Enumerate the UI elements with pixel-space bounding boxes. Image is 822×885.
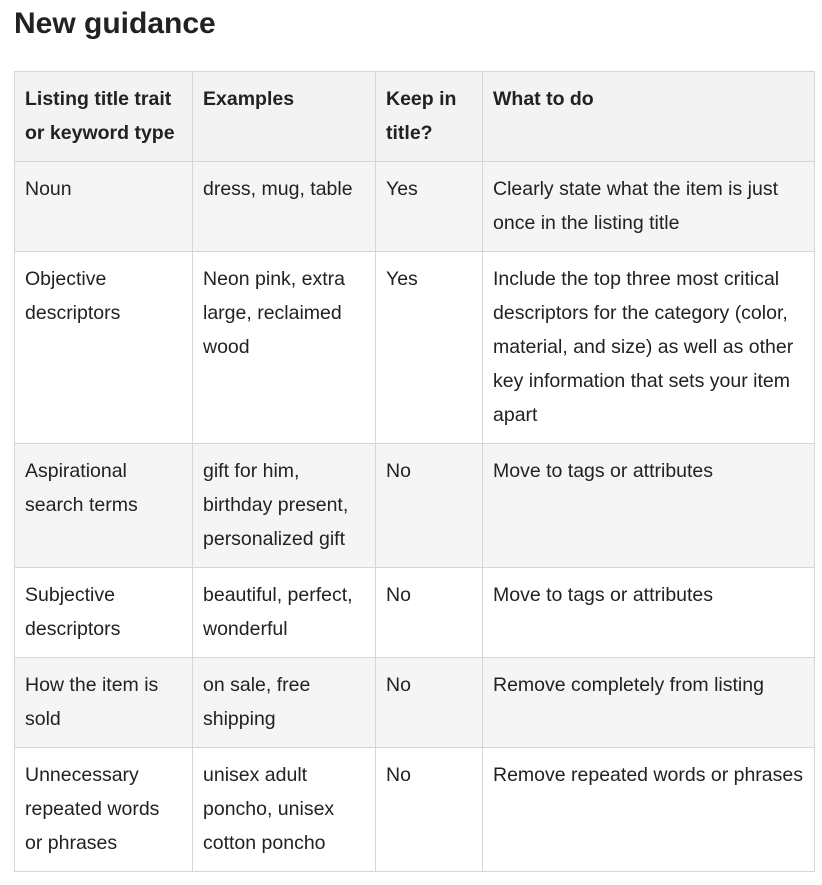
cell-keep: Yes [376,162,483,252]
table-row [15,748,815,872]
table-row [15,568,815,658]
header-examples: Examples [193,72,376,162]
cell-action: Clearly state what the item is just once in the listing title [483,162,815,252]
cell-examples: dress, mug, table [193,162,376,252]
table-row [15,162,815,252]
guidance-table [14,71,815,872]
cell-action: Include the top three most critical descriptors for the category (color, material, and size) as well as other key information that sets your item apart [483,252,815,444]
cell-examples: beautiful, perfect, wonderful [193,568,376,658]
cell-examples: unisex adult poncho, unisex cotton poncho [193,748,376,872]
cell-keep: No [376,658,483,748]
cell-examples: gift for him, birthday present, personalized gift [193,444,376,568]
table-row [15,658,815,748]
cell-keep: No [376,748,483,872]
cell-trait: Unnecessary repeated words or phrases [15,748,193,872]
cell-action: Move to tags or attributes [483,444,815,568]
cell-trait: How the item is sold [15,658,193,748]
header-trait: Listing title trait or keyword type [15,72,193,162]
page-title: New guidance [14,7,216,40]
cell-action: Move to tags or attributes [483,568,815,658]
header-keep-in-title: Keep in title? [376,72,483,162]
cell-examples: on sale, free shipping [193,658,376,748]
header-what-to-do: What to do [483,72,815,162]
cell-trait: Aspirational search terms [15,444,193,568]
table-row [15,444,815,568]
cell-trait: Noun [15,162,193,252]
cell-action: Remove completely from listing [483,658,815,748]
cell-trait: Subjective descriptors [15,568,193,658]
cell-keep: Yes [376,252,483,444]
cell-action: Remove repeated words or phrases [483,748,815,872]
table-header-row [15,72,815,162]
table-row [15,252,815,444]
cell-keep: No [376,444,483,568]
cell-examples: Neon pink, extra large, reclaimed wood [193,252,376,444]
cell-keep: No [376,568,483,658]
cell-trait: Objective descriptors [15,252,193,444]
